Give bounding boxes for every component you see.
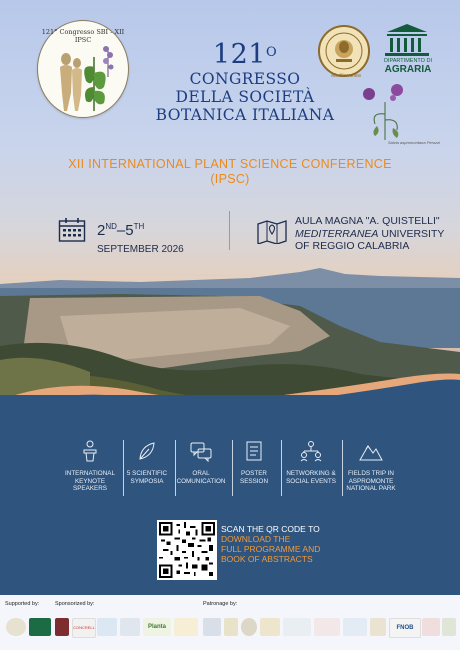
poster-board-icon — [245, 440, 263, 462]
sponsor-logo — [314, 618, 340, 636]
flower-caption: Salvia aspromontana Peruzzi — [388, 140, 441, 145]
title-line-2: DELLA SOCIETÀ — [175, 88, 315, 106]
sponsor-logo-fnob: FNOB — [389, 618, 421, 638]
speech-bubbles-icon — [190, 440, 212, 462]
mountain-icon — [359, 440, 383, 462]
supported-label: Supported by: — [5, 601, 40, 607]
qr-line-2: DOWNLOAD THE — [221, 534, 291, 544]
venue-line-1: AULA MAGNA "A. QUISTELLI" — [295, 215, 440, 227]
edition-number: $121^O$ — [212, 39, 278, 70]
feature-keynote: INTERNATIONAL KEYNOTE SPEAKERS — [56, 440, 124, 493]
congress-logo — [37, 20, 129, 118]
feature-fieldtrip: FIELDS TRIP IN ASPROMONTE NATIONAL PARK — [337, 440, 405, 493]
sponsor-logo — [29, 618, 51, 636]
qr-instructions — [221, 524, 320, 564]
conference-subtitle — [20, 157, 440, 187]
sponsor-logo-concrell: CONCRELL — [72, 618, 96, 638]
map-pin-icon — [256, 218, 288, 244]
sponsor-logo-planta: Planta — [143, 618, 171, 636]
event-venue — [295, 215, 444, 253]
bottom-panel — [0, 395, 460, 595]
sponsored-label: Sponsorized by: — [55, 601, 95, 607]
title-line-1: CONGRESSO — [189, 70, 301, 88]
sponsor-logo — [343, 618, 367, 636]
patronage-label: Patronage by: — [203, 601, 238, 607]
feature-oral: ORAL COMUNICATION — [167, 440, 235, 485]
leaf-icon — [137, 440, 157, 462]
sponsor-logo — [283, 618, 311, 636]
botanical-figures-icon — [46, 37, 120, 113]
congress-logo-ring-text: 121° Congresso SBI - XII IPSC — [41, 28, 125, 44]
sponsor-logo — [224, 618, 238, 636]
title-line-3: BOTANICA ITALIANA — [155, 106, 335, 124]
qr-line-4: BOOK OF ABSTRACTS — [221, 554, 313, 564]
subtitle-line-1: XII INTERNATIONAL PLANT SCIENCE CONFERENCE — [68, 157, 392, 171]
sponsor-logo — [55, 618, 69, 636]
subtitle-line-2: (IPSC) — [210, 172, 250, 186]
sponsor-logo — [442, 618, 456, 636]
sponsor-logo — [203, 618, 221, 636]
university-logo-text: Mediterranea — [331, 73, 361, 79]
qr-code-graphic — [159, 522, 215, 578]
calendar-icon — [58, 217, 86, 243]
sponsor-logo — [241, 618, 257, 636]
sponsor-logo — [97, 618, 117, 636]
salvia-flower-illustration — [357, 84, 413, 142]
university-seal-icon — [320, 27, 368, 75]
venue-line-3: OF REGGIO CALABRIA — [295, 240, 410, 252]
department-logo — [381, 22, 433, 75]
sponsor-logo — [260, 618, 280, 636]
venue-line-2: MEDITERRANEA UNIVERSITY — [295, 227, 445, 240]
speaker-podium-icon — [81, 440, 99, 462]
date-venue-divider — [229, 211, 230, 250]
qr-line-3: FULL PROGRAMME AND — [221, 544, 321, 554]
qr-line-1: SCAN THE QR CODE TO — [221, 524, 320, 534]
feature-symposia: 5 SCIENTIFIC SYMPOSIA — [113, 440, 181, 485]
university-logo — [318, 25, 370, 77]
department-logo-line1: DIPARTIMENTO DI — [384, 58, 432, 64]
sponsor-logo — [174, 618, 198, 636]
event-dates — [97, 218, 184, 257]
date-range: 2ND–5TH — [97, 222, 145, 239]
qr-code[interactable] — [157, 520, 217, 580]
sponsor-logo — [6, 618, 26, 636]
sponsor-logo — [370, 618, 386, 636]
congress-title — [145, 40, 345, 124]
network-people-icon — [300, 440, 322, 462]
feature-networking: NETWORKING & SOCIAL EVENTS — [277, 440, 345, 485]
department-logo-line2: AGRARIA — [384, 64, 432, 75]
building-icon — [381, 22, 433, 58]
month-year: SEPTEMBER 2026 — [97, 244, 184, 255]
sponsor-logo — [120, 618, 140, 636]
sponsor-logo — [422, 618, 440, 636]
feature-poster: POSTER SESSION — [220, 440, 288, 485]
